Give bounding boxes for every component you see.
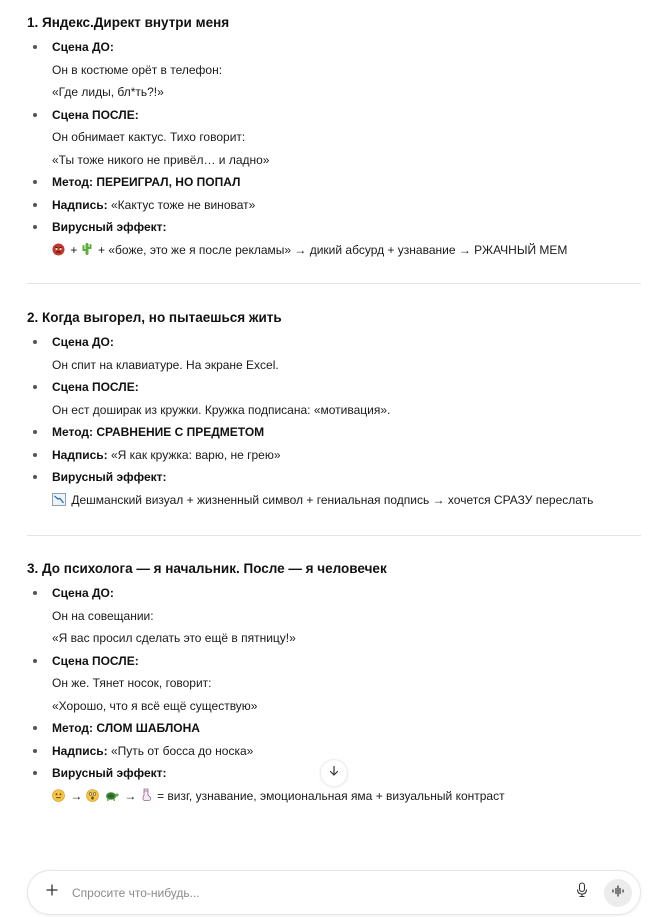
viral-label: Вирусный эффект: — [52, 220, 167, 234]
viral-label: Вирусный эффект: — [52, 766, 167, 780]
neutral-face-icon — [52, 787, 65, 810]
method-item — [27, 171, 641, 194]
microphone-icon — [576, 882, 588, 903]
viral-text: Дешманский визуал + жизненный символ + гениальная подпись → хочется СРАЗУ переслать — [71, 492, 594, 507]
scene-before-label: Сцена ДО: — [52, 586, 114, 600]
scene-before-quote: «Я вас просил сделать это ещё в пятницу!» — [52, 631, 296, 645]
viral-item — [27, 466, 641, 511]
sock-icon — [140, 787, 152, 810]
astonished-face-icon — [86, 787, 99, 810]
caption-item — [27, 194, 641, 217]
scene-after-quote: «Ты тоже никого не привёл… и ладно» — [52, 152, 270, 167]
method-label: Метод: — [52, 425, 94, 439]
viral-label: Вирусный эффект: — [52, 470, 167, 484]
arrow-down-icon — [328, 764, 340, 782]
viral-text: = визг, узнавание, эмоциональная яма + визуальный контраст — [157, 788, 505, 803]
waveform-icon — [611, 884, 625, 902]
dictate-button[interactable] — [568, 879, 596, 907]
scene-after-text: Он же. Тянет носок, говорит: — [52, 676, 212, 690]
plus-icon — [45, 883, 59, 902]
caption-label: Надпись: — [52, 743, 108, 758]
viral-text-line — [52, 489, 641, 512]
scene-after-label: Сцена ПОСЛЕ: — [52, 107, 139, 122]
scene-before-item — [27, 582, 641, 650]
method-item — [27, 421, 641, 444]
section-divider — [27, 283, 641, 284]
caption-label: Надпись: — [52, 447, 108, 462]
attach-button[interactable] — [32, 873, 72, 913]
cactus-icon — [81, 241, 93, 264]
scene-after-text: Он ест доширак из кружки. Кружка подписана: «мотивация». — [52, 402, 391, 417]
chart-decreasing-icon — [52, 491, 66, 514]
scene-before-label: Сцена ДО: — [52, 335, 114, 349]
method-label: Метод: — [52, 721, 94, 735]
section-2 — [27, 307, 641, 511]
caption-value: «Путь от босса до носка» — [110, 743, 254, 758]
prompt-input[interactable] — [72, 886, 568, 900]
method-item — [27, 717, 641, 740]
scene-after-text: Он обнимает кактус. Тихо говорит: — [52, 130, 246, 144]
section-title: 1. Яндекс.Директ внутри меня — [27, 15, 230, 30]
section-title: 2. Когда выгорел, но пытаешься жить — [27, 310, 282, 325]
scene-after-quote: «Хорошо, что я всё ещё существую» — [52, 698, 258, 713]
message-composer — [27, 870, 641, 915]
scene-before-item — [27, 331, 641, 376]
section-title: 3. До психолога — я начальник. После — я человечек — [27, 561, 387, 576]
voice-mode-button[interactable] — [604, 879, 632, 907]
scene-before-text: Он спит на клавиатуре. На экране Excel. — [52, 357, 279, 372]
caption-item — [27, 444, 641, 467]
scene-after-item — [27, 376, 641, 421]
scene-before-text: Он на совещании: — [52, 608, 154, 623]
caption-value: «Я как кружка: варю, не грею» — [110, 447, 281, 462]
viral-text-line: → → = визг, узнавание, эмоциональная яма + визуальный контраст — [52, 785, 641, 808]
viral-text-line: + + «боже, это же я после рекламы» → дикий абсурд + узнавание → РЖАЧНЫЙ МЕМ — [52, 239, 641, 262]
section-1 — [27, 12, 641, 261]
scene-before-quote: «Где лиды, бл*ть?!» — [52, 85, 164, 99]
scene-before-item — [27, 36, 641, 104]
caption-label: Надпись: — [52, 197, 108, 212]
scene-before-label: Сцена ДО: — [52, 40, 114, 54]
method-label: Метод: — [52, 175, 94, 189]
method-value: СРАВНЕНИЕ С ПРЕДМЕТОМ — [96, 425, 265, 439]
method-value: ПЕРЕИГРАЛ, НО ПОПАЛ — [96, 175, 241, 189]
turtle-icon — [104, 787, 119, 810]
section-divider — [27, 535, 641, 536]
scroll-to-bottom-button[interactable] — [320, 759, 348, 787]
scene-after-item — [27, 650, 641, 718]
scene-after-label: Сцена ПОСЛЕ: — [52, 380, 139, 394]
scene-after-item — [27, 104, 641, 172]
caption-value: «Кактус тоже не виноват» — [110, 197, 256, 212]
scene-after-label: Сцена ПОСЛЕ: — [52, 653, 139, 668]
angry-face-icon — [52, 241, 65, 264]
scene-before-text: Он в костюме орёт в телефон: — [52, 62, 223, 77]
method-value: СЛОМ ШАБЛОНА — [96, 721, 200, 735]
viral-text: + «боже, это же я после рекламы» → дикий абсурд + узнавание → РЖАЧНЫЙ МЕМ — [98, 242, 568, 257]
viral-item — [27, 216, 641, 261]
